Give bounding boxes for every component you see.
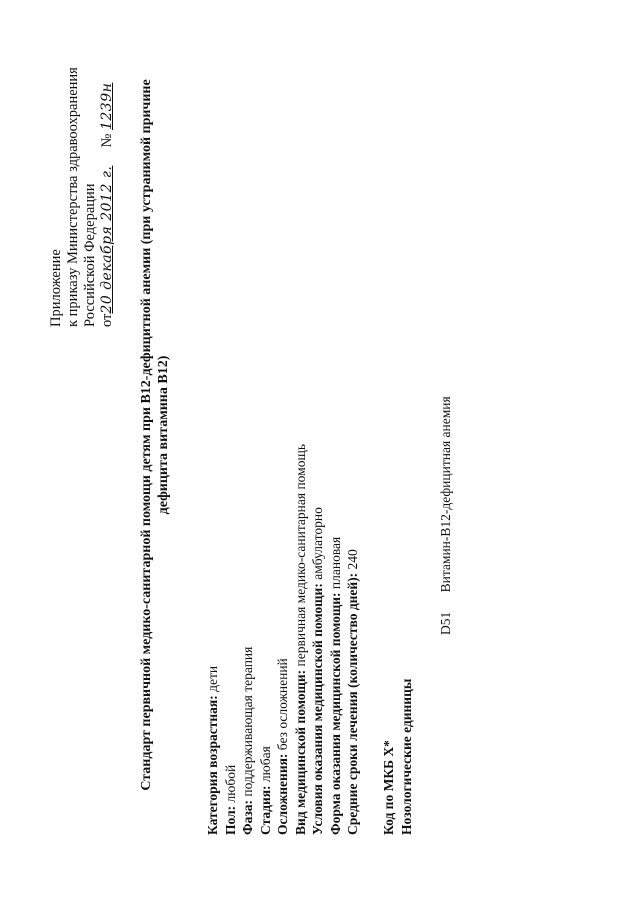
param-value: любая [257, 746, 273, 786]
param-phase [239, 195, 257, 835]
param-label: Форма оказания медицинской помощи: [327, 592, 343, 835]
param-value: 240 [345, 549, 360, 573]
param-value: любой [222, 764, 238, 806]
param-label: Вид медицинской помощи: [292, 669, 308, 835]
param-care-type [292, 195, 310, 835]
param-complications [274, 195, 292, 835]
param-value: поддерживающая терапия [240, 646, 255, 800]
title-line-2: дефицита витамина B12) [156, 355, 171, 515]
param-label: Стадия: [257, 785, 273, 835]
param-label: Пол: [222, 805, 238, 835]
appendix-date-line [99, 27, 116, 327]
param-value: дети [205, 665, 220, 696]
date-prefix: от [99, 313, 115, 327]
param-value: амбулаторно [310, 507, 325, 584]
nosology-label: Нозологические единицы [398, 678, 414, 835]
param-label: Категория возрастная: [205, 695, 220, 835]
handwritten-date: 20 декабря 2012 г. [99, 165, 115, 314]
standard-parameters [204, 195, 362, 835]
appendix-line-1: Приложение [48, 249, 64, 327]
handwritten-number: 1239н [99, 82, 115, 131]
appendix-line-2: к приказу Министерства здравоохранения [65, 67, 81, 327]
param-label: Фаза: [240, 799, 255, 835]
param-sex [222, 195, 240, 835]
nosology-code: D51 [438, 611, 453, 635]
param-value: первичная медико-санитарная помощь [292, 443, 308, 670]
nosology-name: Витамин-B12-дефицитная анемия [438, 396, 453, 593]
param-age [204, 195, 222, 835]
mkb-code-label: Код по МКБ X* [381, 740, 396, 835]
appendix-block [48, 27, 116, 327]
param-label: Средние сроки лечения (количество дней): [345, 572, 360, 835]
param-label: Условия оказания медицинской помощи: [310, 583, 325, 835]
param-stage [257, 195, 275, 835]
title-line-1: Стандарт первичной медико-санитарной помощи детям при B12-дефицитной анемии (при устранимой причине [139, 79, 154, 791]
param-value: без осложнений [275, 658, 290, 754]
code-headings [380, 535, 415, 835]
param-care-conditions [309, 195, 327, 835]
param-duration [344, 195, 362, 835]
number-prefix: № [99, 133, 115, 148]
appendix-line-3: Российской Федерации [82, 183, 98, 327]
nosology-entry [437, 235, 455, 635]
param-care-form [327, 195, 345, 835]
document-title [138, 35, 172, 835]
param-label: Осложнения: [275, 753, 290, 835]
param-value: плановая [327, 536, 343, 593]
